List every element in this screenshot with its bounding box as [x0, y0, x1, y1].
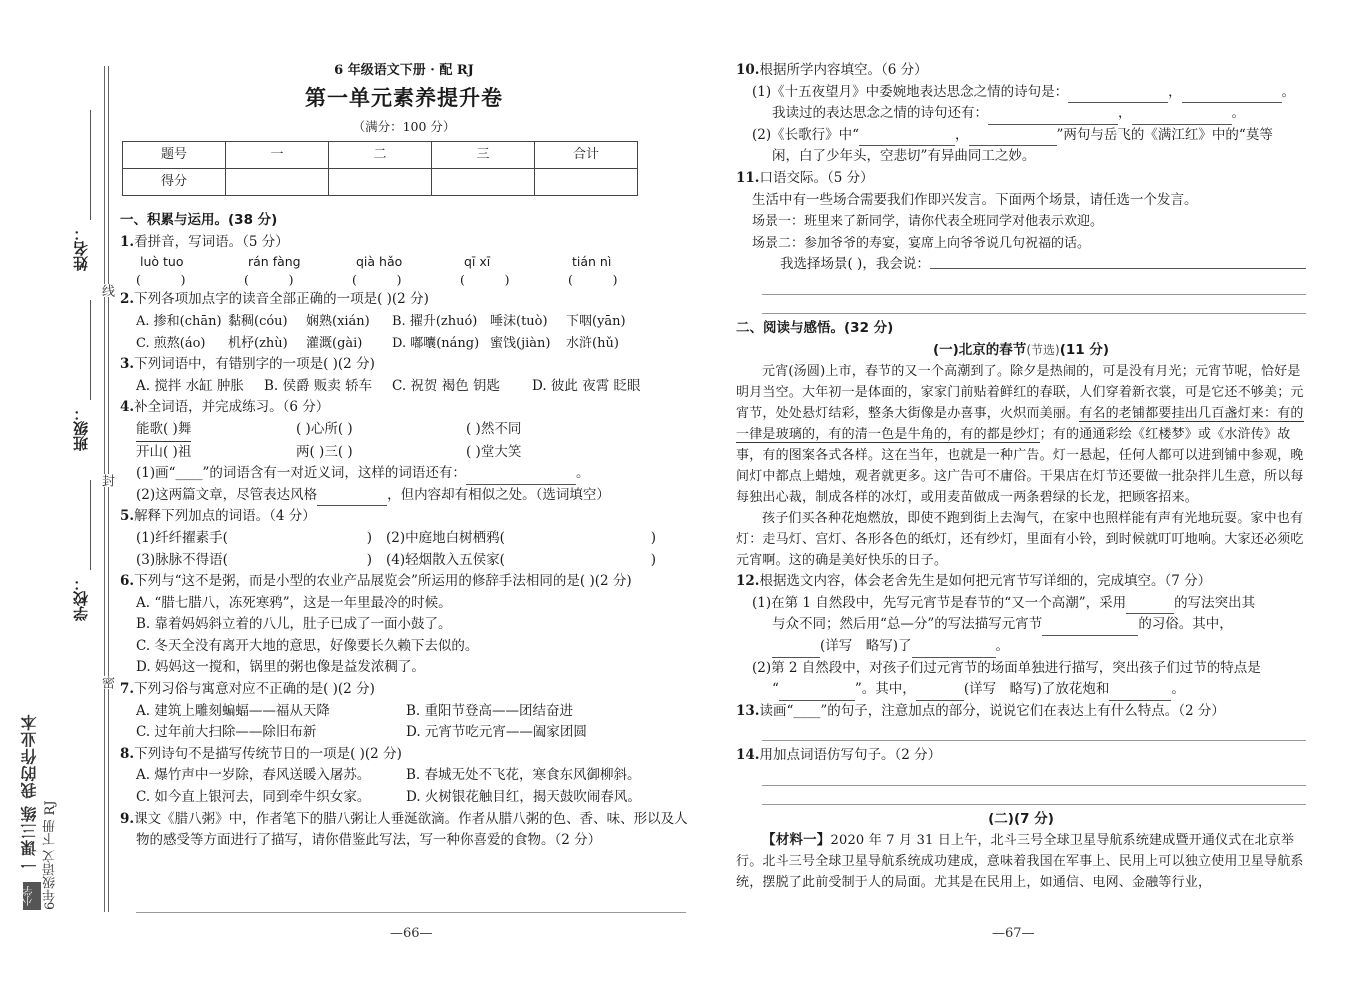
score-header-cell: 二 — [329, 142, 432, 169]
option: C. 冬天全没有离开大地的意思，好像要长久赖下去似的。 — [136, 637, 479, 654]
q5-item[interactable] — [386, 528, 656, 550]
question-number: 13. — [736, 702, 760, 719]
section-1-heading: 一、积累与运用。(38 分) — [120, 212, 278, 229]
cut-mark-line: 线 — [99, 284, 114, 297]
answer-blank[interactable] — [779, 686, 855, 701]
q12-line2 — [736, 614, 1306, 636]
question-number: 4. — [120, 399, 135, 416]
option: D. 嘟囔(náng) — [392, 335, 480, 351]
option: 灌溉(gài) — [306, 335, 363, 351]
right-content — [736, 60, 1306, 893]
pinyin: qī xī — [464, 254, 491, 270]
option: D. 彼此 夜霄 眨眼 — [532, 377, 641, 394]
question-8 — [120, 744, 688, 766]
q12-line5 — [736, 679, 1306, 701]
brand-subtitle: 6年级语文 下册 RJ — [43, 800, 58, 910]
q12-line1 — [736, 593, 1306, 615]
paren-close: ) — [366, 529, 372, 546]
q10-line2 — [736, 103, 1306, 125]
question-number: 14. — [736, 747, 760, 764]
question-text: 用加点词语仿写句子。（2 分） — [759, 747, 942, 764]
punctuation: ， — [1118, 105, 1132, 122]
option: 娴熟(xián) — [306, 313, 370, 329]
passage-paragraph-2: 孩子们买各种花炮燃放，即使不跑到街上去淘气，在家中也照样能有声有光地玩耍。家中也有灯：走马灯、宫灯、各形各色的纸灯，还有纱灯，里面有小铃，到时候就叮叮地响。大家还必须吃元宵啊。这的确是美好快乐的日子。 — [736, 511, 1304, 569]
option: C. 如今直上银河去，同到牵牛织女家。 — [136, 789, 371, 806]
q10-line4: 闲，白了少年头，空悲切”有异曲同工之妙。 — [772, 148, 1036, 165]
page-title: 第一单元素养提升卷 — [305, 85, 503, 110]
sub-question-text: 我读过的表达思念之情的诗句还有： — [772, 105, 988, 122]
punctuation: 。 — [1281, 83, 1296, 100]
question-number: 9. — [120, 810, 135, 827]
question-text: 看拼音，写词语。（5 分） — [134, 233, 289, 250]
sub-question-text: 与众不同；然后用“总—分”的写法描写元宵节 — [772, 616, 1043, 633]
paren-close: ) — [650, 529, 656, 546]
school-answer-line — [90, 480, 91, 570]
idiom-blank[interactable]: ( )然不同 — [466, 420, 522, 437]
answer-line[interactable] — [762, 786, 1306, 805]
option: C. 过年前大扫除——除旧布新 — [136, 724, 317, 741]
answer-blank[interactable] — [1132, 110, 1232, 125]
option: B. 春城无处不飞花，寒食东风御柳斜。 — [406, 767, 641, 784]
sub-question-text: 的习俗。其中， — [1138, 616, 1233, 633]
answer-blank[interactable] — [988, 110, 1118, 125]
paren-close: ) — [650, 551, 656, 568]
option: 水浒(hǔ) — [566, 335, 619, 351]
question-number: 1. — [120, 233, 135, 250]
question-14 — [736, 745, 1306, 767]
paren-close: ) — [366, 551, 372, 568]
answer-paren-row — [120, 271, 688, 289]
option: B. 侯爵 贩卖 轿车 — [264, 377, 373, 394]
full-score: （满分：100 分） — [352, 118, 456, 134]
q5-item[interactable] — [136, 528, 386, 550]
answer-line[interactable] — [136, 912, 686, 913]
quote-open: “ — [772, 681, 779, 698]
cut-mark-secret: 密 — [99, 676, 114, 689]
question-number: 11. — [736, 169, 760, 186]
answer-blank[interactable] — [466, 470, 576, 485]
score-input-cell[interactable] — [226, 169, 329, 196]
q11-scene-2: 场景二：参加爷爷的寿宴，宴席上向爷爷说几句祝福的话。 — [752, 235, 1091, 251]
answer-line[interactable] — [762, 722, 1306, 741]
brand-title: 一课三练 我的作业本 — [20, 713, 39, 873]
punctuation: 。 — [1231, 105, 1245, 122]
reading-2-title: (二)(7 分) — [988, 810, 1054, 827]
q5-item[interactable] — [136, 550, 386, 572]
q5-item-text: (4)轻烟散入五侯家( — [386, 551, 505, 568]
question-6 — [120, 571, 688, 593]
question-text: 下列与“这不是粥，而是小型的农业产品展览会”所运用的修辞手法相同的是( )(2 分) — [134, 573, 632, 590]
sub-question-text: (1)《十五夜望月》中委婉地表达思念之情的诗句是： — [752, 83, 1069, 100]
score-input-cell[interactable] — [329, 169, 432, 196]
idiom-blank[interactable]: 两( )三( ) — [296, 443, 353, 460]
score-header-cell: 一 — [226, 142, 329, 169]
answer-blank[interactable] — [1126, 599, 1174, 614]
material-label: 【材料一】 — [762, 832, 831, 849]
option: D. 火树银花触目红，揭天鼓吹闹春风。 — [406, 789, 641, 806]
q5-item-text: (2)中庭地白树栖鸦( — [386, 529, 505, 546]
option: A. 掺和(chān) — [136, 313, 222, 329]
q12-line4: (2)第 2 自然段中，对孩子们过元宵节的场面单独进行描写，突出孩子们过节的特点是 — [752, 659, 1261, 676]
question-text: 根据所学内容填空。（6 分） — [759, 62, 928, 78]
choose-text: 我选择场景( )，我会说： — [780, 256, 930, 273]
sub-question-text: 的写法突出其 — [1174, 594, 1256, 611]
name-label: 姓名： — [72, 226, 90, 271]
q4-sub2 — [120, 485, 688, 507]
question-text: 读画“____”的句子，注意加点的部分，说说它们在表达上有什么特点。（2 分） — [759, 702, 1225, 719]
brand-logo-badge: 小学 — [23, 882, 41, 910]
question-text: 下列词语中，有错别字的一项是( )(2 分) — [134, 356, 375, 373]
option-row — [120, 765, 688, 787]
score-table-score-row — [123, 169, 638, 196]
option: A. “腊七腊八，冻死寒鸦”，这是一年里最冷的时候。 — [136, 594, 452, 611]
option: 机杼(zhù) — [228, 335, 288, 351]
score-table — [122, 141, 638, 196]
question-5 — [120, 506, 688, 528]
option: 唾沫(tuò) — [490, 313, 548, 329]
option: A. 建筑上雕刻蝙蝠——福从天降 — [136, 702, 330, 719]
punctuation: ， — [1168, 83, 1182, 100]
question-number: 8. — [120, 745, 135, 762]
idiom-text: 能歌( )舞 — [136, 419, 191, 442]
q5-row — [120, 550, 688, 572]
q10-line1 — [736, 82, 1306, 104]
question-number: 2. — [120, 291, 135, 308]
brand-logo — [20, 640, 61, 910]
sub-question-text: ”。其中， — [854, 681, 916, 698]
punctuation: 。 — [995, 637, 1010, 654]
name-answer-line — [90, 110, 91, 220]
sub-question-text: ，但内容却有相似之处。（选词填空） — [387, 486, 610, 503]
score-input-cell[interactable] — [535, 169, 638, 196]
question-13 — [736, 701, 1306, 723]
right-page — [700, 0, 1360, 999]
answer-blank[interactable] — [1109, 686, 1171, 701]
pinyin: rán fàng — [248, 254, 301, 270]
question-number: 10. — [736, 62, 760, 78]
sub-question-text: (1)在第 1 自然段中，先写元宵节是春节的“又一个高潮”，采用 — [752, 594, 1127, 611]
option: D. 元宵节吃元宵——阖家团圆 — [406, 724, 587, 741]
answer-blank[interactable] — [916, 686, 964, 701]
question-3 — [120, 354, 688, 376]
left-content — [120, 60, 688, 852]
question-number: 5. — [120, 508, 135, 525]
q11-choose-row — [736, 254, 1306, 276]
q11-intro: 生活中有一些场合需要我们作即兴发言。下面两个场景，请任选一个发言。 — [752, 191, 1198, 208]
answer-blank[interactable] — [1042, 621, 1138, 636]
question-text: 下列习俗与寓意对应不正确的是( )(2 分) — [134, 681, 375, 698]
option: B. 靠着妈妈斜立着的八儿，肚子已成了一面小鼓了。 — [136, 616, 452, 633]
pinyin: luò tuo — [140, 254, 184, 270]
answer-line[interactable] — [930, 254, 1306, 269]
score-row-label: 得分 — [123, 169, 226, 196]
reading-title-score: (11 分) — [1059, 341, 1110, 358]
answer-blank[interactable] — [969, 131, 1057, 146]
idiom-blank[interactable]: 开山( )祖 — [136, 443, 192, 460]
question-number: 6. — [120, 573, 135, 590]
idiom-row — [120, 442, 688, 464]
sub-question-text: ”两句与岳飞的《满江红》中的“莫等 — [1056, 126, 1273, 143]
answer-paren[interactable]: ( ) — [244, 272, 294, 288]
option: 下咽(yān) — [566, 313, 626, 329]
question-10 — [736, 60, 1306, 82]
question-11 — [736, 168, 1306, 190]
q5-row — [120, 528, 688, 550]
question-text: 下列各项加点字的读音全部正确的一项是( )(2 分) — [134, 291, 429, 308]
q10-line3 — [736, 125, 1306, 147]
passage-text: ；有的通通彩绘《红楼梦》或《水浒传》故事，有的图案各式各样。这在当年，也就是一种广告。灯一悬起，任何人都可以进到铺中参观，晚间灯中都点上蜡烛，观者就更多。这广告可不庸俗。干果店在灯节还要做一批杂拌儿生意，所以每每独出心裁，制成各样的冰灯，或用麦苗做成一两条碧绿的长龙，把顾客招来。 — [736, 427, 1304, 506]
question-number: 7. — [120, 681, 135, 698]
punctuation: 。 — [1171, 681, 1185, 698]
page-number: —67— — [992, 926, 1035, 941]
answer-paren[interactable]: ( ) — [568, 272, 618, 288]
reading-title-note: (节选) — [1026, 342, 1060, 357]
question-text: 下列诗句不是描写传统节日的一项是( )(2 分) — [134, 745, 402, 762]
question-text: 补全词语，并完成练习。（6 分） — [134, 399, 330, 416]
question-text: 解释下列加点的词语。（4 分） — [134, 508, 316, 525]
answer-blank[interactable] — [912, 643, 996, 658]
score-input-cell[interactable] — [432, 169, 535, 196]
question-text: 课文《腊八粥》中，作者笔下的腊八粥让人垂涎欲滴。作者从腊八粥的色、香、味、形以及人物的感受等方面进行了描写，请你借鉴此写法，写一种你喜爱的食物。（2 分） — [134, 810, 688, 849]
q12-line3 — [736, 636, 1306, 658]
answer-line[interactable] — [762, 276, 1306, 295]
cut-mark-seal: 封 — [99, 474, 114, 487]
passage-text: 元宵(汤圆)上市，春节的又一个高潮到了。除夕是热闹的，可是没有月光；元宵节呢，恰好是明月当空。大年初一是体面的，家家门前贴着鲜红的春联，人们穿着新衣裳，可是它还不够美；元宵节，处处悬灯结彩，整条大街像是办喜事，火炽而美丽。 — [736, 364, 1304, 422]
punctuation: 。 — [575, 465, 590, 482]
question-4 — [120, 397, 688, 419]
material-text: 2020 年 7 月 31 日上午，北斗三号全球卫星导航系统建成暨开通仪式在北京举行。北斗三号全球卫星导航系统成功建成，意味着我国在军事上、民用上可以独立使用卫星导航系统，摆脱了此前受制于人的局面。尤其是在民用上，如通信、电网、金融等行业， — [736, 833, 1304, 891]
question-12 — [736, 571, 1306, 593]
question-1 — [120, 232, 688, 254]
binding-double-line — [104, 66, 109, 912]
pinyin-row — [120, 253, 688, 271]
option-row — [120, 376, 688, 398]
q5-item[interactable] — [386, 550, 656, 572]
sub-question-text: (2)《长歌行》中“ — [752, 126, 860, 143]
option-row — [120, 787, 688, 809]
answer-paren[interactable]: ( ) — [460, 272, 510, 288]
option: A. 搅拌 水缸 肿胀 — [136, 377, 244, 394]
pinyin: qià hǎo — [356, 254, 403, 270]
option: D. 妈妈这一搅和，锅里的粥也像是益发浓稠了。 — [136, 659, 425, 676]
school-label: 学校： — [72, 576, 90, 621]
answer-blank[interactable] — [1182, 88, 1282, 103]
score-header-cell: 合计 — [535, 142, 638, 169]
option-row — [120, 701, 688, 723]
reading-1-title — [736, 340, 1306, 362]
idiom-blank[interactable]: ( )堂大笑 — [466, 443, 522, 460]
question-7 — [120, 679, 688, 701]
option-row — [120, 311, 688, 333]
sub-question-text: (1)画“____”的词语含有一对近义词，这样的词语还有： — [136, 465, 466, 482]
reading-title-text: (一)北京的春节 — [932, 341, 1027, 358]
question-number: 12. — [736, 573, 760, 590]
idiom-blank[interactable]: ( )心所( ) — [296, 420, 353, 437]
option: A. 爆竹声中一岁除，春风送暖入屠苏。 — [136, 767, 371, 784]
sub-question-text: (2)这两篇文章，尽管表达风格 — [136, 486, 318, 503]
answer-blank[interactable] — [1068, 88, 1168, 103]
idiom-row — [120, 419, 688, 442]
answer-blank[interactable] — [317, 491, 387, 506]
pinyin: tián nì — [572, 254, 612, 270]
question-text: 口语交际。（5 分） — [759, 169, 874, 186]
answer-line[interactable] — [762, 767, 1306, 786]
question-9 — [120, 809, 688, 852]
class-label: 班级： — [72, 406, 90, 451]
score-table-header-row — [123, 142, 638, 169]
option: C. 煎熬(áo) — [136, 335, 206, 351]
answer-paren[interactable]: ( ) — [136, 272, 186, 288]
passage-paragraph-1 — [736, 361, 1306, 508]
answer-blank[interactable] — [772, 643, 820, 658]
q5-item-text: (3)脉脉不得语( — [136, 551, 228, 568]
option: B. 擢升(zhuó) — [392, 313, 478, 329]
option: C. 祝贺 褐色 钥匙 — [392, 377, 501, 394]
question-text: 根据选文内容，体会老舍先生是如何把元宵节写详细的，完成填空。（7 分） — [759, 573, 1212, 590]
material-1 — [736, 830, 1306, 893]
score-header-cell: 题号 — [123, 142, 226, 169]
option: 黏稠(cóu) — [228, 313, 288, 329]
punctuation: ， — [955, 126, 969, 143]
book-header: 6 年级语文下册 · 配 RJ — [334, 63, 474, 78]
q11-scene-1: 场景一：班里来了新同学，请你代表全班同学对他表示欢迎。 — [752, 214, 1104, 230]
option: 蜜饯(jiàn) — [490, 335, 551, 351]
sub-question-text: (详写 略写)了放花炮和 — [963, 681, 1110, 698]
q4-sub1 — [120, 463, 688, 485]
section-2-heading: 二、阅读与感悟。(32 分) — [736, 319, 894, 336]
question-number: 3. — [120, 356, 135, 373]
sub-question-text: (详写 略写)了 — [820, 637, 912, 654]
answer-blank[interactable] — [859, 131, 955, 146]
page-number: —66— — [390, 926, 433, 941]
underlined-sentence: 有名的老铺都要挂出几百盏灯来：有的一律是玻璃的，有的清一色是牛角的，有的都是纱灯 — [736, 406, 1304, 443]
option: B. 重阳节登高——团结奋进 — [406, 702, 574, 719]
score-header-cell: 三 — [432, 142, 535, 169]
option-row — [120, 333, 688, 355]
question-2 — [120, 289, 688, 311]
class-answer-line — [90, 300, 91, 400]
idiom-blank-underlined[interactable] — [136, 419, 296, 442]
option-row — [120, 722, 688, 744]
answer-line[interactable] — [762, 295, 1306, 314]
answer-paren[interactable]: ( ) — [352, 272, 402, 288]
q5-item-text: (1)纤纤擢素手( — [136, 529, 228, 546]
